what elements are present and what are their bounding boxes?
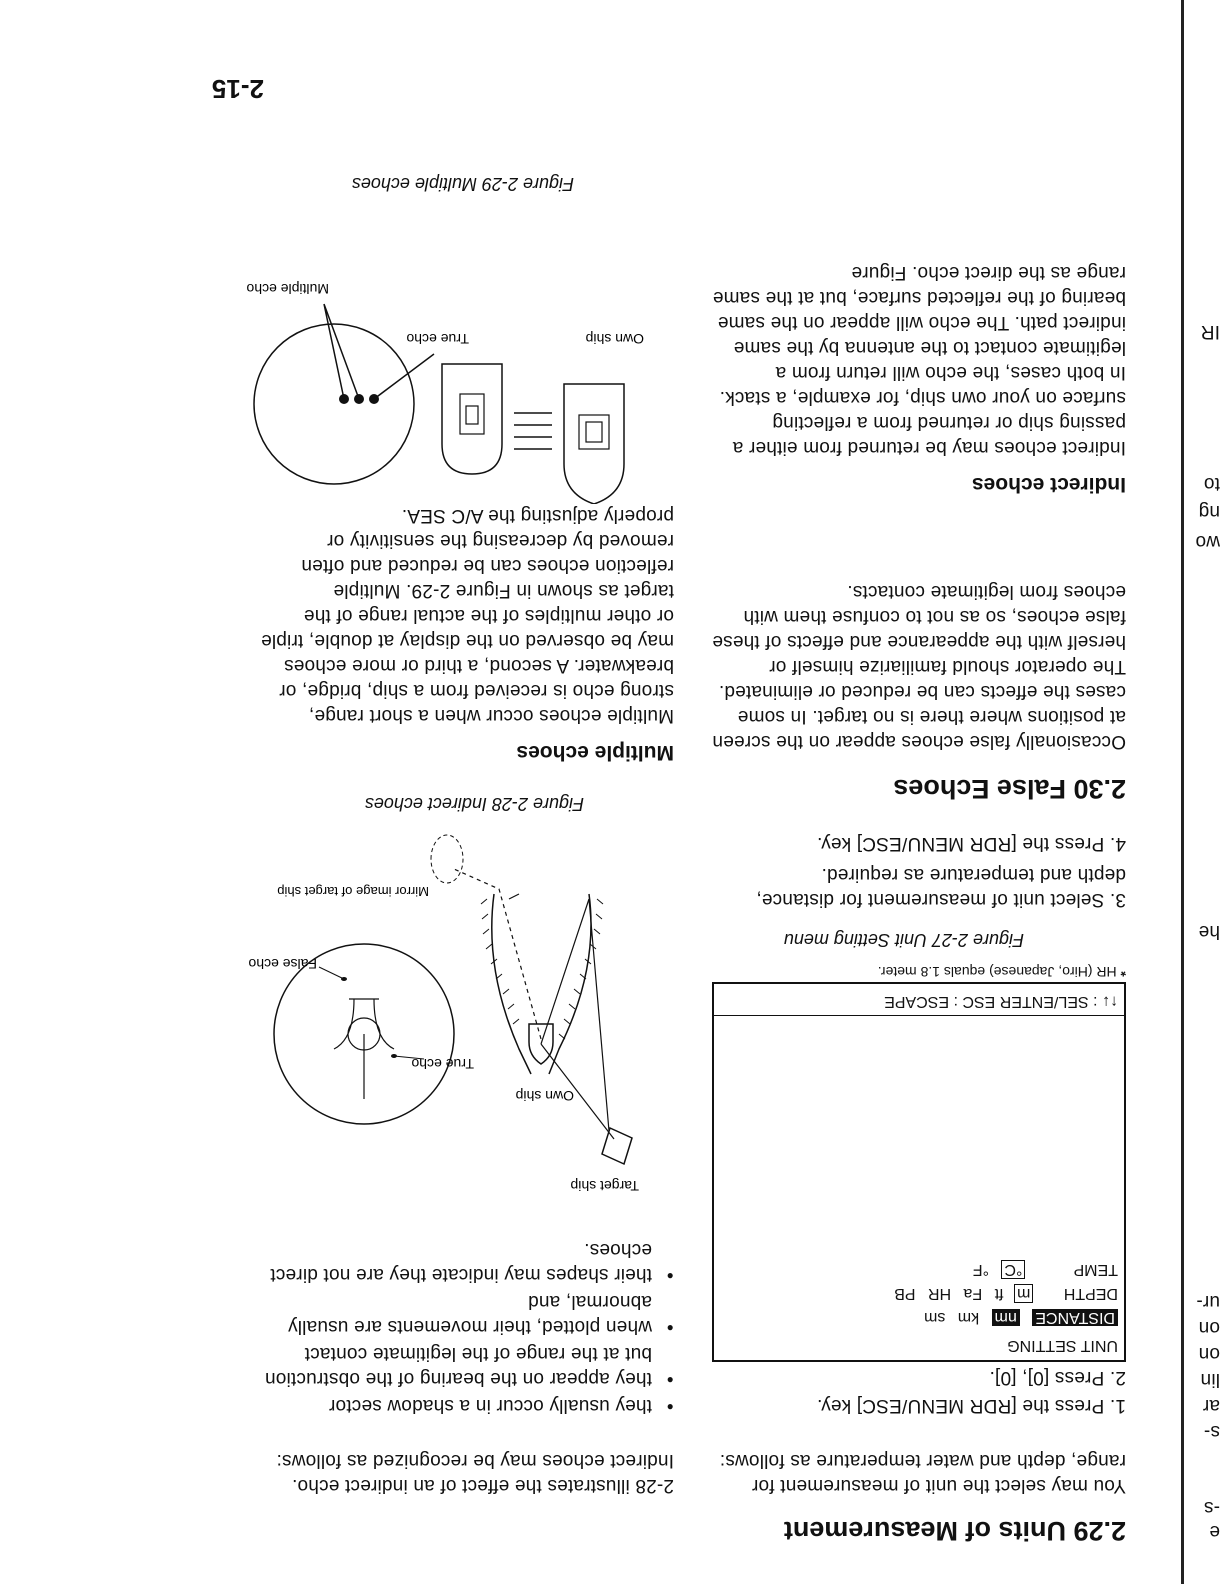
depth-option-ft: ft — [994, 1285, 1004, 1302]
menu-temp-row — [973, 1260, 1118, 1278]
menu-divider — [714, 1015, 1124, 1016]
margin-fragment: -s — [1203, 1497, 1220, 1518]
distance-option-km: km — [957, 1309, 980, 1326]
hiro-note-text: (Hiro, Japanese) equals 1.8 meter. — [877, 964, 1093, 980]
depth-option-m: m — [1014, 1284, 1033, 1303]
temp-label: TEMP — [1073, 1261, 1118, 1278]
multiple-echoes-title: Multiple echoes — [516, 741, 674, 764]
label-multiple-echo: Multiple echo — [246, 281, 329, 297]
distance-option-sm: sm — [924, 1309, 946, 1326]
figure-2-29-diagram — [244, 214, 664, 504]
section-2-29-intro: You may select the unit of measurement for range, depth and water temperature as follows: — [719, 1450, 1126, 1496]
margin-fragment: s- — [1203, 1421, 1220, 1442]
bullet-item: • their shapes may indicate they are not direct echoes. — [254, 1237, 674, 1287]
indirect-bullets — [254, 1235, 674, 1418]
label-own-ship-2-29: Own ship — [585, 331, 644, 347]
margin-fragment: IR — [1200, 321, 1220, 342]
figure-2-28-diagram — [249, 819, 669, 1199]
distance-label: DISTANCE — [1032, 1309, 1118, 1326]
own-ship-icon — [529, 1024, 553, 1064]
step-2: 2. Press [0], [0]. — [989, 1367, 1126, 1388]
bullet-item: • when plotted, their movements are usually abnormal, and — [254, 1289, 674, 1339]
hiro-symbol: HR — [1096, 964, 1117, 980]
bullet-item: • they appear on the bearing of the obstruction but at the range of the legitimate contact — [254, 1341, 674, 1391]
margin-fragment: ar — [1202, 1395, 1220, 1416]
margin-fragment: wo — [1195, 531, 1220, 552]
label-target-ship: Target ship — [570, 1178, 639, 1194]
unit-setting-menu — [712, 982, 1126, 1362]
figure-2-28-caption: Figure 2-28 Indirect echoes — [364, 794, 584, 814]
depth-label: DEPTH — [1063, 1285, 1118, 1302]
margin-fragment: on — [1198, 1343, 1220, 1364]
menu-title: UNIT SETTING — [1007, 1337, 1118, 1354]
menu-depth-row — [894, 1284, 1118, 1302]
left-wall — [549, 894, 591, 1074]
indirect-echoes-paragraph: Indirect echoes may be returned from either a passing ship or returned from a reflecting surface on your own ship, for example, a stack. In both cases, the echo will return from a legitimate contact to the antenna by the same indirect path. The echo will appear on the same bearing of the reflected surface, but at the same range as the direct echo. Figure — [712, 262, 1126, 458]
depth-option-pb: PB — [894, 1285, 916, 1302]
bullet-text: they appear on the bearing of the obstruction but at the range of the legitimate contact — [264, 1343, 652, 1389]
temp-option-f: °F — [972, 1261, 989, 1278]
indirect-continuation: 2-28 illustrates the effect of an indirect echo. Indirect echoes may be recognized as follows: — [276, 1450, 674, 1496]
label-false-echo: False echo — [249, 956, 317, 972]
bullet-text: when plotted, their movements are usually abnormal, and — [287, 1291, 652, 1337]
false-echoes-paragraph: Occasionally false echoes appear on the screen at positions where there is no target. In some cases the effects can be reduced or eliminated. The operator should familiarize himself or herself with the appearance and effects of these false echoes, so as not to confuse them with echoes from legitimate contacts. — [712, 581, 1126, 752]
label-true-echo-2-29: True echo — [406, 331, 469, 347]
target-ship-2-29 — [442, 364, 502, 474]
margin-fragment: ng — [1198, 501, 1220, 522]
margin-fragment: e — [1209, 1521, 1220, 1542]
margin-fragment: lin — [1200, 1369, 1220, 1390]
label-true-echo: True echo — [411, 1056, 474, 1072]
distance-option-nm: nm — [992, 1309, 1020, 1326]
indirect-echoes-title: Indirect echoes — [971, 473, 1126, 496]
page-number: 2-15 — [211, 74, 264, 104]
mirror-image-icon — [431, 835, 463, 883]
menu-footer: ↑↓ : SEL/ENTER ESC : ESCAPE — [884, 993, 1118, 1010]
hiro-note: * HR (Hiro, Japanese) equals 1.8 meter. — [877, 964, 1126, 980]
depth-option-fa: Fa — [963, 1285, 983, 1302]
temp-option-c: °C — [1001, 1260, 1025, 1279]
bullet-text: they usually occur in a shadow sector — [328, 1395, 652, 1416]
margin-fragment: to — [1203, 473, 1220, 494]
margin-fragment: he — [1198, 921, 1220, 942]
section-2-30-title: 2.30 False Echoes — [893, 774, 1126, 804]
section-2-29-title: 2.29 Units of Measurement — [783, 1516, 1126, 1546]
depth-option-hr: HR — [927, 1285, 952, 1302]
label-mirror-image: Mirror image of target ship — [277, 884, 429, 899]
own-ship-2-29 — [564, 384, 624, 504]
margin-fragments — [1186, 0, 1224, 1584]
bullet-text: their shapes may indicate they are not direct echoes. — [270, 1239, 652, 1285]
label-own-ship: Own ship — [515, 1088, 574, 1104]
target-ship-icon — [602, 1128, 632, 1164]
step-1: 1. Press the [RDR MENU/ESC] key. — [816, 1395, 1126, 1416]
step-4: 4. Press the [RDR MENU/ESC] key. — [816, 833, 1126, 854]
menu-distance-row — [924, 1308, 1118, 1326]
margin-fragment: on — [1198, 1317, 1220, 1338]
step-3: 3. Select unit of measurement for distance, depth and temperature as required. — [756, 864, 1126, 910]
margin-fragment: ur- — [1196, 1291, 1220, 1312]
figure-2-27-caption: Figure 2-27 Unit Setting menu — [783, 930, 1024, 950]
multiple-echoes-paragraph: Multiple echoes occur when a short range, strong echo is received from a ship, bridge, or breakwater. A second, a third or more echoes may be observed on the display at double, triple or other multiples of the actual range of the target as shown in Figure 2-29. Multiple reflection echoes can be reduced and often removed by decreasing the sensitivity or properly adjusting the A/C SEA. — [260, 505, 674, 726]
figure-2-29-caption: Figure 2-29 Multiple echoes — [351, 174, 574, 194]
bullet-item: • they usually occur in a shadow sector — [328, 1395, 674, 1416]
